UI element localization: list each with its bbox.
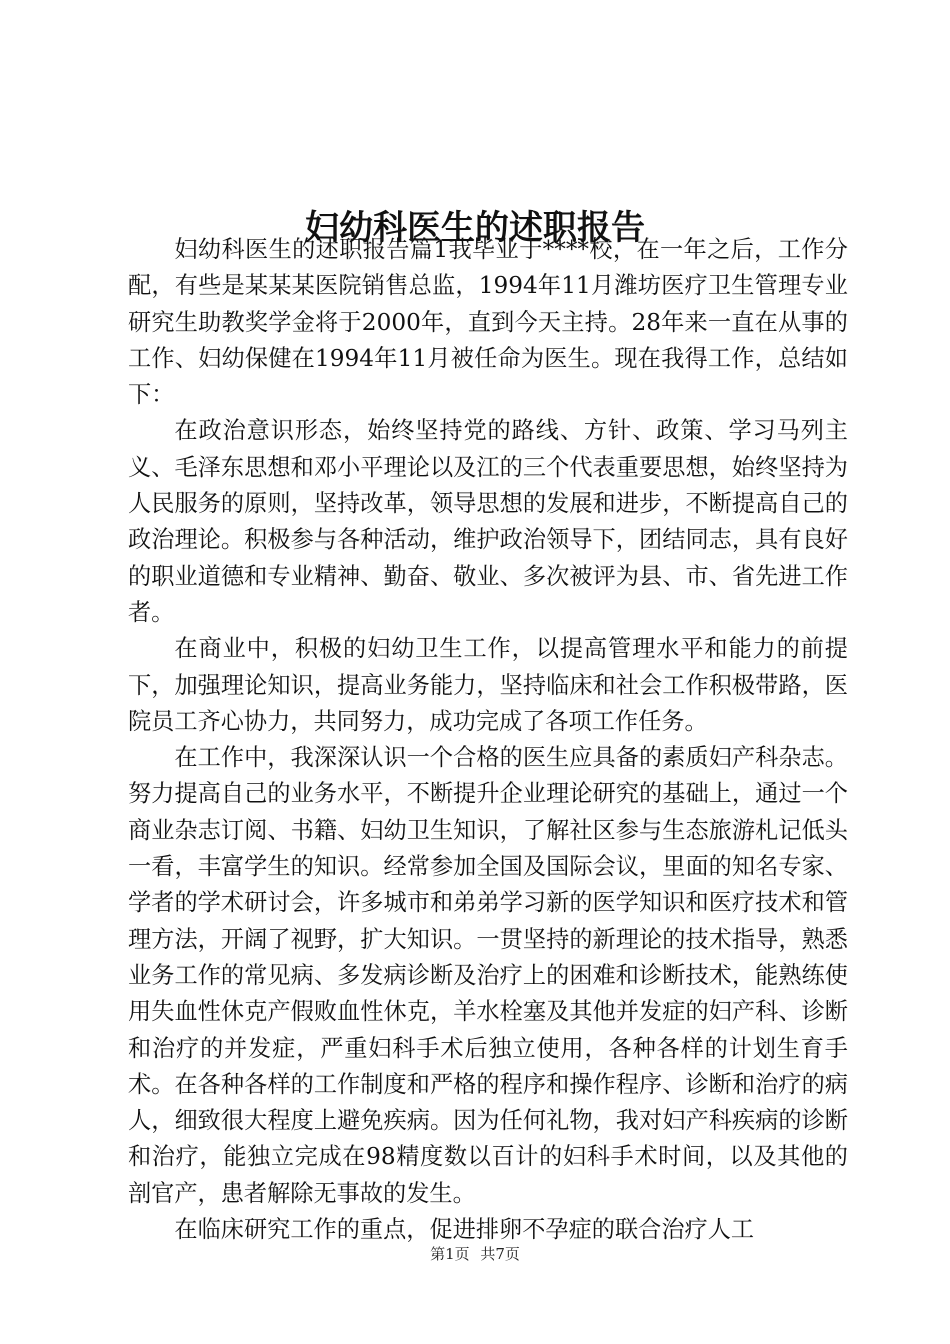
paragraph: 在商业中，积极的妇幼卫生工作，以提高管理水平和能力的前提下，加强理论知识，提高业务能力，坚持临床和社会工作积极带路，医院员工齐心协力，共同努力，成功完成了各项工作任务。 xyxy=(128,635,848,735)
document-body xyxy=(128,232,848,1248)
page-title: 妇幼科医生的述职报告 xyxy=(305,207,645,248)
page-number-current: 第1页 xyxy=(430,1245,470,1263)
paragraph: 妇幼科医生的述职报告篇1我毕业于****校，在一年之后，工作分配，有些是某某某医院销售总监，1994年11月潍坊医疗卫生管理专业研究生助教奖学金将于2000年，直到今天主持。28年来一直在从事的工作、妇幼保健在1994年11月被任命为医生。现在我得工作，总结如下： xyxy=(128,236,848,409)
paragraph: 在临床研究工作的重点，促进排卵不孕症的联合治疗人工 xyxy=(174,1216,755,1244)
page-footer xyxy=(0,1244,950,1264)
paragraph: 在工作中，我深深认识一个合格的医生应具备的素质妇产科杂志。努力提高自己的业务水平，不断提升企业理论研究的基础上，通过一个商业杂志订阅、书籍、妇幼卫生知识，了解社区参与生态旅游札记低头一看，丰富学生的知识。经常参加全国及国际会议，里面的知名专家、学者的学术研讨会，许多城市和弟弟学习新的医学知识和医疗技术和管理方法，开阔了视野，扩大知识。一贯坚持的新理论的技术指导，熟悉业务工作的常见病、多发病诊断及治疗上的困难和诊断技术，能熟练使用失血性休克产假败血性休克，羊水栓塞及其他并发症的妇产科、诊断和治疗的并发症，严重妇科手术后独立使用，各种各样的计划生育手术。在各种各样的工作制度和严格的程序和操作程序、诊断和治疗的病人，细致很大程度上避免疾病。因为任何礼物，我对妇产科疾病的诊断和治疗，能独立完成在98精度数以百计的妇科手术时间，以及其他的剖官产，患者解除无事故的发生。 xyxy=(128,744,848,1207)
page-number-total: 共7页 xyxy=(480,1245,520,1263)
paragraph: 在政治意识形态，始终坚持党的路线、方针、政策、学习马列主义、毛泽东思想和邓小平理论以及江的三个代表重要思想，始终坚持为人民服务的原则，坚持改革，领导思想的发展和进步，不断提高自己的政治理论。积极参与各种活动，维护政治领导下，团结同志，具有良好的职业道德和专业精神、勤奋、敬业、多次被评为县、市、省先进工作者。 xyxy=(128,417,848,626)
